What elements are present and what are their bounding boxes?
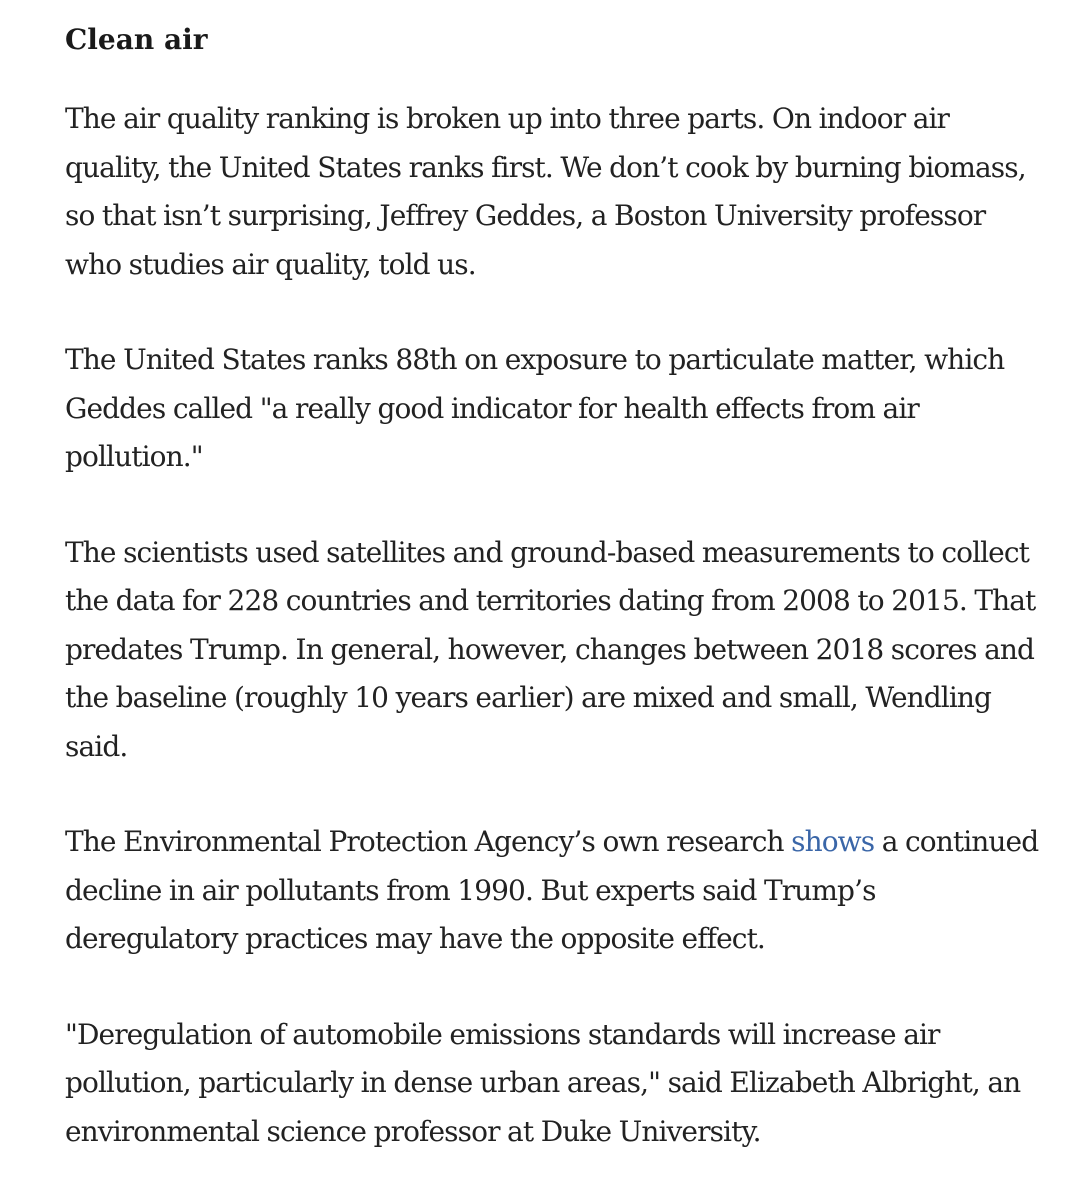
paragraph-albright-quote: "Deregulation of automobile emissions standards will increase air pollution, particularly in dense urban areas," said Elizabeth Albright, an environmental science professor at Duke University.: [65, 1017, 1021, 1148]
paragraph-epa-research: [65, 818, 1047, 964]
paragraph-epa-text-before: The Environmental Protection Agency’s own research: [65, 825, 792, 858]
section-heading: Clean air: [65, 23, 208, 56]
paragraph-epa-text-after: a continued decline in air pollutants from 1990. But experts said Trump’s deregulatory practices may have the opposite effect.: [65, 825, 1039, 955]
paragraph-particulate-matter: The United States ranks 88th on exposure to particulate matter, which Geddes called "a really good indicator for health effects from air pollution.": [65, 343, 1005, 473]
shows-link[interactable]: shows: [791, 825, 875, 858]
paragraph-satellite-data: The scientists used satellites and ground-based measurements to collect the data for 228 countries and territories dating from 2008 to 2015. That predates Trump. In general, however, changes between 2018 scores and the baseline (roughly 10 years earlier) are mixed and small, Wendling said.: [65, 535, 1036, 763]
paragraph-indoor-air: The air quality ranking is broken up into three parts. On indoor air quality, the United States ranks first. We don’t cook by burning biomass, so that isn’t surprising, Jeffrey Geddes, a Boston University professor who studies air quality, told us.: [65, 102, 1026, 281]
